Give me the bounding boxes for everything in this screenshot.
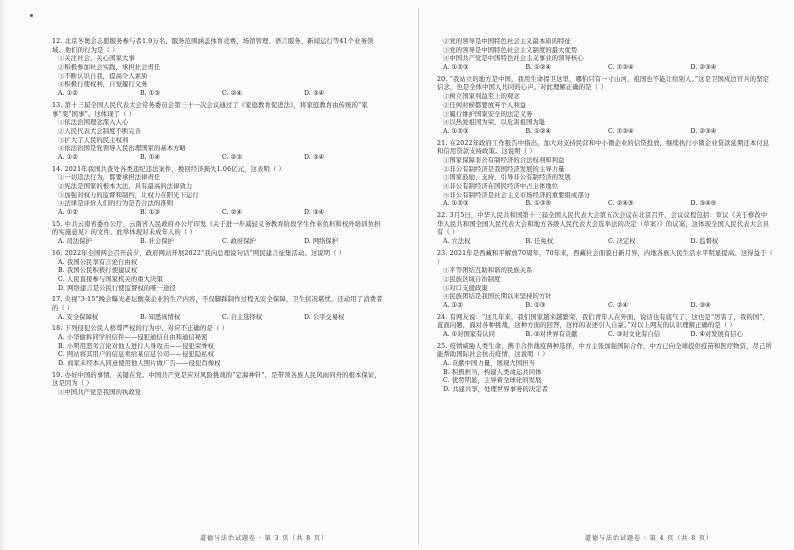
page-divider	[418, 8, 419, 546]
question-option: B. 积极担当，构建人类命运共同体	[443, 368, 542, 376]
question-option: ③加强对权力的监督和制约，让权力在阳光下运行	[58, 191, 199, 199]
answer-choices	[52, 154, 386, 163]
question	[52, 166, 386, 218]
question	[52, 325, 386, 368]
answer-choice[interactable]: D. ④对发展有信心	[690, 331, 743, 338]
answer-choice[interactable]: A. ①②③	[443, 127, 469, 135]
answer-choice[interactable]: A. 安全保障权	[58, 313, 99, 321]
question-option: ③党的领导是中国特色社会主义制度的最大优势	[443, 46, 578, 54]
question	[52, 221, 386, 247]
question-option: ①中国共产党是我国的执政党	[58, 389, 142, 397]
question-stem: 18. 下列侵犯公民人格尊严权的行为中，对应不正确的是（ ）	[52, 325, 228, 333]
answer-choice[interactable]: A. ①②③	[443, 64, 469, 72]
question-option: ②党的领导是中国特色社会主义最本质的特征	[443, 38, 571, 45]
question-option: ③扩大了人民的民主权利	[58, 136, 129, 144]
question	[52, 250, 386, 293]
answer-choice[interactable]: C. ②④	[222, 209, 242, 217]
question-option: ④依法治国是党领导人民治理国家的基本方略	[58, 145, 186, 153]
answer-choice[interactable]: A. ①②	[58, 90, 78, 98]
answer-choice[interactable]: B. ①②④	[525, 64, 552, 72]
answer-choice[interactable]: D. ③④⑤	[690, 200, 717, 208]
question-stem: 19. 办好中国的事情，关键在党。中国共产党是应对风险挑战的“定海神针”，是带领各族人民风雨同舟的根本保证，这是因为（ ）	[52, 371, 381, 388]
question-option: ④中国共产党是中国特色社会主义事业的领导核心	[443, 55, 584, 63]
answer-choices	[52, 238, 386, 247]
question-option: ①平等团结互助和谐的民族关系	[443, 267, 533, 275]
question-option: ①国家保障非公有制经济的合法权利和利益	[443, 156, 565, 164]
question-option: ②民族区域自治制度	[443, 275, 501, 283]
answer-choices	[52, 209, 386, 218]
answer-choice[interactable]: C. ①③④	[608, 64, 634, 72]
answer-choice[interactable]: D. ③④	[304, 90, 325, 98]
question	[437, 250, 773, 311]
answer-choice[interactable]: C. ②④	[608, 301, 628, 309]
question-option: A. 我国公民享有言论自由权	[58, 258, 138, 266]
answer-choice[interactable]: A. ①②	[58, 209, 78, 217]
answer-choice[interactable]: A. ①对国家有认同	[443, 331, 495, 338]
answer-choice[interactable]: C. ③对文化有自信	[608, 331, 661, 338]
question-option: A. 贡献中国力量，展现大国担当	[443, 360, 536, 368]
answer-choice[interactable]: C. ②③	[222, 153, 242, 161]
answer-choice[interactable]: C. ②④⑤	[608, 200, 634, 208]
question-option: ⑤非公有制经济是社会主义市场经济的重要组成部分	[443, 191, 591, 199]
answer-choices	[437, 238, 773, 247]
question-option: ④民族团结是我国长期以来坚持的方针	[443, 293, 552, 301]
answer-choice[interactable]: B. ②对世界有贡献	[525, 331, 578, 338]
question-stem: 20. “我站立的地方是中国，我用生命捍卫这里，哪怕只有一寸山河，祖国也不能让给别人。”这是卫国戍边官兵的坚定信念，也是全体中国人共同的心声。对此理解正确的是（ ）	[437, 75, 770, 92]
footer-right: 道德与法治试题卷 · 第 4 页（共 8 页）	[585, 535, 713, 542]
question-option: ③对口支援政策	[443, 284, 488, 292]
question-option: ④法律是评价人们的行为是否合法的准则	[58, 200, 174, 208]
answer-choice[interactable]: D. ③④	[690, 301, 711, 309]
question-option: ④积极行使权利，自觉履行义务	[58, 81, 148, 89]
question-stem: 12. 北京冬奥会志愿服务参与者1.9万名，服务范围涵盖体育竞赛、场馆管理、语言服务、新闻运行等41个业务领域。他们的行为是（ ）	[52, 38, 374, 54]
answer-choice[interactable]: A. 司法保护	[58, 238, 92, 246]
question-option: ③履行维护国家安全的法定义务	[443, 110, 533, 118]
answer-choice[interactable]: A. 立法权	[443, 238, 471, 246]
question-option: C. 网站将其用户的信息卖给某信息公司——侵犯隐私权	[58, 351, 215, 359]
answer-choice[interactable]: B. ①④	[140, 153, 160, 161]
question	[437, 38, 773, 73]
answer-choices	[437, 302, 773, 311]
question	[52, 296, 386, 322]
question-option: ③不断认识自我，提高个人素质	[58, 72, 148, 80]
question-option: ①一切违法行为，都要承担法律责任	[58, 174, 161, 182]
right-column	[437, 38, 773, 398]
answer-choice[interactable]: D. ③④	[304, 209, 325, 217]
question	[437, 76, 773, 137]
question-stem: 15. 中共云南省委办公厅、云南省人民政府办公厅印发《关于进一步减轻义务教育阶段学生作业负担和校外培训负担的实施意见》的文件。此举体现对未成年人的（ ）	[52, 220, 381, 237]
question-option: ②非公有制经济是我国经济发展的主导力量	[443, 165, 565, 173]
answer-choice[interactable]: D. ②③④	[690, 127, 717, 135]
answer-choice[interactable]: B. ①③	[140, 90, 160, 98]
question-option: C. 优势明显，主导着全球化的发展	[443, 377, 542, 385]
question-stem: 21. 在2022年政府工作报告中指出，加大对支持民营和中小微企业的信贷投放，继续执行小微企业贷款延期还本付息和信用贷款支持政策。这说明（ ）	[437, 139, 770, 156]
question-option: ①树立国家利益至上的观念	[443, 93, 520, 101]
question	[437, 140, 773, 210]
answer-choice[interactable]: C. 决定权	[608, 238, 636, 246]
question	[52, 102, 386, 163]
answer-choice[interactable]: B. ①②④	[525, 127, 552, 135]
question-option: ④以热爱祖国为荣，以危害祖国为耻	[443, 119, 546, 127]
binding-shadow	[0, 0, 6, 550]
answer-choice[interactable]: D. ③④	[304, 153, 325, 161]
question-stem: 14. 2021年我国共查处各类违纪违法案件，挽回经济损失1.06亿元，这表明（ ）	[52, 165, 285, 173]
footer-left: 道德与法治试题卷 · 第 3 页（共 8 页）	[200, 535, 328, 542]
scan-dot	[30, 14, 33, 17]
question-option: ②宪法是国家的根本大法，具有最高的法律效力	[58, 183, 193, 190]
question-stem: 25. 疫情威胁人类生命，携手合作战疫两种选择，中方主张加强国际合作，中方已向全球提供疫苗和医疗物资，尽己所能帮助国际社会抗击疫情，这说明（ ）	[437, 342, 772, 359]
question-stem: 22. 3月5日，中华人民共和国第十三届全国人民代表大会第五次会议在北京召开，会议议程包括：审议《关于修改中华人民共和国全国人民代表大会和地方各级人民代表大会选举法的决定（草案）》的议案，这体现全国人民代表大会具有（ ）	[437, 212, 770, 237]
question-option: D. 共建共享，处理世界事务的决定者	[443, 386, 549, 394]
question-option: ②任何时候都要放弃个人利益	[443, 101, 527, 109]
answer-choice[interactable]: B. ①③	[525, 301, 546, 309]
answer-choice[interactable]: A. ①②③	[443, 200, 469, 208]
question-stem: 24. 有网友说：“这几年来，我们国家越来越繁荣，我们青年人在外面，说话也有底气了，这也是“厉害了，我的国”，直面问题，面对各种挑战，这种方面的回答，这样的表述引人自豪。”对以上网友的认识理解正确的是（ ）	[437, 313, 770, 330]
question-option: ②人民代表大会制度不断完善	[58, 127, 142, 135]
question-option: B. 我国公民积极行使建议权	[58, 267, 138, 275]
answer-choice[interactable]: B. ①③⑤	[525, 200, 552, 208]
question-option: D. 商家未经本人同意使用他人照片做广告——侵犯肖像权	[58, 360, 221, 368]
answer-choice[interactable]: B. 任免权	[525, 238, 554, 246]
answer-choice[interactable]: D. 网络保护	[304, 238, 339, 246]
answer-choices	[437, 64, 773, 73]
question-option: D. 网络建言是公民行使监督权的唯一途径	[58, 284, 176, 292]
answer-choices	[52, 314, 386, 323]
answer-choices	[437, 331, 773, 340]
question	[52, 372, 386, 398]
question-stem: 16. 2022年全国两会召开前夕，政府网站开展2022“我向总理说句话”网民建言征集活动。这说明（ ）	[52, 249, 346, 257]
answer-choices	[437, 200, 773, 209]
left-column	[52, 38, 386, 401]
answer-choice[interactable]: A. ①②	[58, 153, 78, 161]
question-option: ①依法治国理念深入人心	[58, 119, 129, 127]
answer-choice[interactable]: D. 公平交易权	[304, 313, 345, 321]
answer-choice[interactable]: D. ②③④	[690, 64, 717, 72]
question-stem: 17. 央视“3·15”晚会曝光老坛酸菜企业的生产内容，不仅脚踩制作过程无安全保障，卫生状况堪忧，还动用了消费者的（ ）	[52, 296, 383, 312]
question-option: A. 小华偷拆同学的信件——侵犯通信自由和通信秘密	[58, 334, 208, 341]
question-option: ④非公有制经济在国民经济中占主体地位	[443, 183, 559, 190]
question	[437, 212, 773, 247]
question-stem: 13. 第十三届全国人民代表大会常务委员会第三十一次会议通过了《家庭教育促进法》，将家庭教育由传统的“家事”变“国事”。这体现了（ ）	[52, 101, 368, 118]
answer-choice[interactable]: B. ①③	[140, 209, 160, 217]
answer-choice[interactable]: A. ①②	[443, 301, 463, 309]
answer-choice[interactable]: C. ①③④	[608, 127, 634, 135]
question	[437, 343, 773, 395]
answer-choices	[437, 128, 773, 137]
question-option: B. 小明用恶劣言论对他人进行人身攻击——侵犯荣誉权	[58, 342, 215, 350]
answer-choice[interactable]: C. 政府保护	[222, 238, 256, 246]
answer-choice[interactable]: B. 知悉真情权	[140, 313, 181, 321]
question	[52, 38, 386, 99]
question-option: C. 人民直接参与国家机关的重大决策	[58, 275, 163, 283]
question	[437, 314, 773, 340]
answer-choice[interactable]: D. 监督权	[690, 238, 719, 246]
answer-choice[interactable]: B. 社会保护	[140, 238, 174, 246]
question-option: ③国家鼓励、支持、引导非公有制经济的发展	[443, 174, 571, 182]
question-stem: 23. 2021年是西藏和平解放70周年，70年来，西藏社会面貌日新月异，内地各族人民生活水平明显提高。这得益于（ ）	[437, 249, 773, 266]
answer-choice[interactable]: C. ②④	[222, 90, 242, 98]
answer-choices	[52, 90, 386, 99]
question-option: ①关注社会，关心国家大事	[58, 55, 135, 63]
question-option: ②积极参加社会实践，承担社会责任	[58, 64, 161, 72]
answer-choice[interactable]: C. 自主选择权	[222, 313, 263, 321]
